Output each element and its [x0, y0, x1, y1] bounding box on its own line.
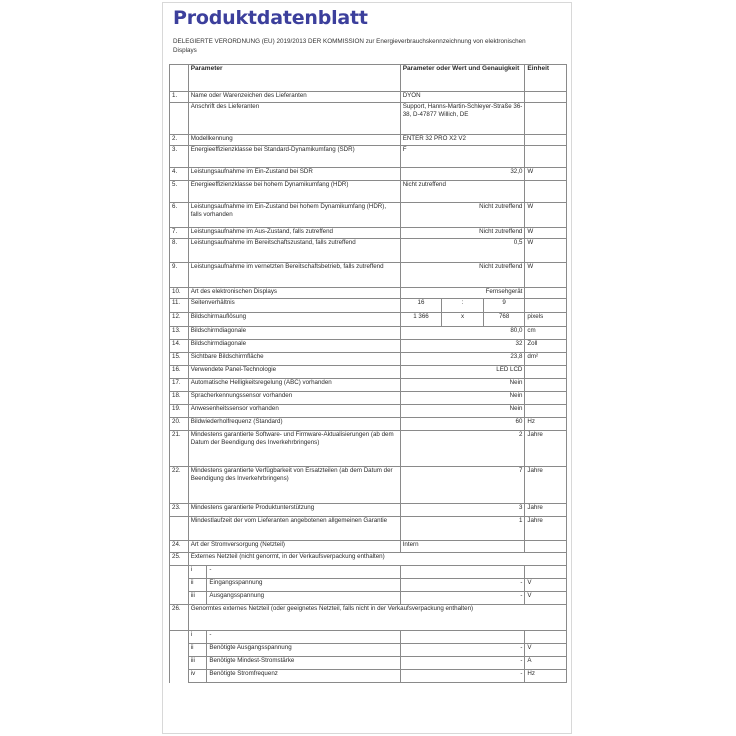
table-row — [170, 263, 567, 288]
table-row — [170, 631, 567, 644]
table-row — [170, 340, 567, 353]
value-cell: 7 — [400, 467, 525, 504]
value-cell: Fernsehgerät — [400, 288, 525, 299]
table-row — [170, 670, 567, 683]
parameter-cell: Seitenverhältnis — [188, 299, 400, 313]
table-row — [170, 553, 567, 566]
parameter-cell: Eingangsspannung — [207, 579, 400, 592]
parameter-cell: Modellkennung — [188, 135, 400, 146]
unit-cell — [525, 566, 567, 579]
table-row — [170, 181, 567, 203]
unit-cell: W — [525, 168, 567, 181]
unit-cell — [525, 92, 567, 103]
value-cell: Nicht zutreffend — [400, 263, 525, 288]
row-number — [170, 579, 189, 592]
table-row — [170, 288, 567, 299]
table-row — [170, 467, 567, 504]
value-cell: 768 — [483, 313, 525, 327]
unit-cell: cm — [525, 327, 567, 340]
row-number: 25. — [170, 553, 189, 566]
value-cell: 32,0 — [400, 168, 525, 181]
parameter-cell: Leistungsaufnahme im Aus-Zustand, falls zutreffend — [188, 228, 400, 239]
parameter-cell: Benötigte Mindest-Stromstärke — [207, 657, 400, 670]
unit-cell — [525, 146, 567, 168]
table-row — [170, 504, 567, 517]
value-cell — [400, 566, 525, 579]
row-number — [170, 631, 189, 644]
row-number: 15. — [170, 353, 189, 366]
row-number: 20. — [170, 418, 189, 431]
row-number — [170, 644, 189, 657]
value-cell: 0,5 — [400, 239, 525, 263]
unit-cell: V — [525, 592, 567, 605]
unit-cell: Hz — [525, 418, 567, 431]
table-row — [170, 239, 567, 263]
table-row — [170, 541, 567, 553]
value-cell: Intern — [400, 541, 525, 553]
sub-row-number: iii — [188, 657, 207, 670]
sub-row-number: i — [188, 566, 207, 579]
row-number: 8. — [170, 239, 189, 263]
sub-row-number: iii — [188, 592, 207, 605]
value-separator: x — [442, 313, 484, 327]
unit-cell — [525, 288, 567, 299]
parameter-cell: Benötigte Ausgangsspannung — [207, 644, 400, 657]
table-row — [170, 146, 567, 168]
unit-cell — [525, 103, 567, 135]
sub-row-number: iv — [188, 670, 207, 683]
row-number: 12. — [170, 313, 189, 327]
row-number: 1. — [170, 92, 189, 103]
value-cell: - — [400, 670, 525, 683]
unit-cell: W — [525, 263, 567, 288]
table-row — [170, 657, 567, 670]
value-cell: Nicht zutreffend — [400, 203, 525, 228]
value-cell: LED LCD — [400, 366, 525, 379]
row-number — [170, 592, 189, 605]
unit-cell: W — [525, 239, 567, 263]
row-number: 14. — [170, 340, 189, 353]
row-number — [170, 657, 189, 670]
header-parameter: Parameter — [188, 65, 400, 92]
row-number: 6. — [170, 203, 189, 228]
table-row — [170, 517, 567, 541]
unit-cell: W — [525, 228, 567, 239]
sub-row-number: ii — [188, 644, 207, 657]
unit-cell — [525, 299, 567, 313]
table-row — [170, 566, 567, 579]
row-number — [170, 517, 189, 541]
value-cell: - — [400, 579, 525, 592]
row-number: 17. — [170, 379, 189, 392]
row-number: 2. — [170, 135, 189, 146]
parameter-cell: Spracherkennungssensor vorhanden — [188, 392, 400, 405]
parameter-cell: Bildschirmdiagonale — [188, 327, 400, 340]
parameter-cell: Name oder Warenzeichen des Lieferanten — [188, 92, 400, 103]
table-row — [170, 92, 567, 103]
value-cell: 9 — [483, 299, 525, 313]
unit-cell — [525, 541, 567, 553]
parameter-cell: - — [207, 566, 400, 579]
parameter-cell: Sichtbare Bildschirmfläche — [188, 353, 400, 366]
header-value: Parameter oder Wert und Genauigkeit — [400, 65, 525, 92]
table-row — [170, 392, 567, 405]
value-cell: - — [400, 657, 525, 670]
value-cell: Support, Hanns-Martin-Schleyer-Straße 36-38, D-47877 Willich, DE — [400, 103, 525, 135]
parameter-cell: Automatische Helligkeitsregelung (ABC) vorhanden — [188, 379, 400, 392]
header-unit: Einheit — [525, 65, 567, 92]
value-cell: - — [400, 592, 525, 605]
value-cell: Nicht zutreffend — [400, 181, 525, 203]
table-row — [170, 418, 567, 431]
row-number: 9. — [170, 263, 189, 288]
value-cell: 16 — [400, 299, 442, 313]
unit-cell — [525, 405, 567, 418]
row-number — [170, 670, 189, 683]
value-cell: 80,0 — [400, 327, 525, 340]
row-number: 19. — [170, 405, 189, 418]
unit-cell: Jahre — [525, 467, 567, 504]
parameter-cell: Energieeffizienzklasse bei Standard-Dynamikumfang (SDR) — [188, 146, 400, 168]
value-cell: 60 — [400, 418, 525, 431]
table-row — [170, 135, 567, 146]
section-heading-cell: Externes Netzteil (nicht genormt, in der Verkaufsverpackung enthalten) — [188, 553, 566, 566]
unit-cell — [525, 631, 567, 644]
value-cell: Nicht zutreffend — [400, 228, 525, 239]
parameter-cell: Anschrift des Lieferanten — [188, 103, 400, 135]
value-cell: F — [400, 146, 525, 168]
unit-cell: dm² — [525, 353, 567, 366]
value-separator: : — [442, 299, 484, 313]
row-number: 7. — [170, 228, 189, 239]
value-cell: DYON — [400, 92, 525, 103]
table-row — [170, 644, 567, 657]
table-row — [170, 203, 567, 228]
row-number: 4. — [170, 168, 189, 181]
parameter-cell: Anwesenheitssensor vorhanden — [188, 405, 400, 418]
parameter-cell: Mindestens garantierte Verfügbarkeit von Ersatzteilen (ab dem Datum der Beendigung des Inverkehrbringens) — [188, 467, 400, 504]
value-cell: 1 366 — [400, 313, 442, 327]
parameter-cell: Leistungsaufnahme im Ein-Zustand bei SDR — [188, 168, 400, 181]
table-row — [170, 592, 567, 605]
unit-cell — [525, 366, 567, 379]
unit-cell: V — [525, 644, 567, 657]
table-row — [170, 168, 567, 181]
row-number: 11. — [170, 299, 189, 313]
row-number: 24. — [170, 541, 189, 553]
parameter-cell: Mindestens garantierte Produktunterstützung — [188, 504, 400, 517]
row-number: 18. — [170, 392, 189, 405]
unit-cell — [525, 392, 567, 405]
row-number: 5. — [170, 181, 189, 203]
value-cell: - — [400, 644, 525, 657]
row-number — [170, 566, 189, 579]
unit-cell: Hz — [525, 670, 567, 683]
value-cell: Nein — [400, 405, 525, 418]
row-number: 3. — [170, 146, 189, 168]
table-row — [170, 405, 567, 418]
parameter-cell: Leistungsaufnahme im vernetzten Bereitschaftsbetrieb, falls zutreffend — [188, 263, 400, 288]
value-cell — [400, 631, 525, 644]
header-row — [170, 65, 567, 92]
sub-row-number: ii — [188, 579, 207, 592]
table-row — [170, 228, 567, 239]
value-cell: 1 — [400, 517, 525, 541]
unit-cell: V — [525, 579, 567, 592]
row-number: 21. — [170, 431, 189, 467]
row-number — [170, 103, 189, 135]
parameter-cell: Art des elektronischen Displays — [188, 288, 400, 299]
parameter-cell: Verwendete Panel-Technologie — [188, 366, 400, 379]
table-row — [170, 366, 567, 379]
row-number: 10. — [170, 288, 189, 299]
parameter-cell: - — [207, 631, 400, 644]
sub-row-number: i — [188, 631, 207, 644]
product-datasheet — [162, 2, 572, 734]
table-row — [170, 313, 567, 327]
parameter-cell: Mindestlaufzeit der vom Lieferanten angebotenen allgemeinen Garantie — [188, 517, 400, 541]
datasheet-table — [169, 64, 567, 683]
parameter-cell: Bildschirmauflösung — [188, 313, 400, 327]
page-title: Produktdatenblatt — [173, 7, 368, 29]
value-cell: 3 — [400, 504, 525, 517]
unit-cell: Jahre — [525, 431, 567, 467]
value-cell: Nein — [400, 392, 525, 405]
table-row — [170, 103, 567, 135]
parameter-cell: Benötigte Stromfrequenz — [207, 670, 400, 683]
unit-cell — [525, 379, 567, 392]
table-row — [170, 327, 567, 340]
table-row — [170, 605, 567, 631]
parameter-cell: Energieeffizienzklasse bei hohem Dynamikumfang (HDR) — [188, 181, 400, 203]
row-number: 26. — [170, 605, 189, 631]
table-row — [170, 431, 567, 467]
table-row — [170, 379, 567, 392]
parameter-cell: Leistungsaufnahme im Bereitschaftszustand, falls zutreffend — [188, 239, 400, 263]
unit-cell: Zoll — [525, 340, 567, 353]
unit-cell — [525, 135, 567, 146]
parameter-cell: Ausgangsspannung — [207, 592, 400, 605]
row-number: 22. — [170, 467, 189, 504]
parameter-cell: Mindestens garantierte Software- und Firmware-Aktualisierungen (ab dem Datum der Beendigung des Inverkehrbringens) — [188, 431, 400, 467]
table-row — [170, 579, 567, 592]
parameter-cell: Bildschirmdiagonale — [188, 340, 400, 353]
row-number: 13. — [170, 327, 189, 340]
unit-cell: pixels — [525, 313, 567, 327]
parameter-cell: Art der Stromversorgung (Netzteil) — [188, 541, 400, 553]
row-number: 23. — [170, 504, 189, 517]
parameter-cell: Bildwiederholfrequenz (Standard) — [188, 418, 400, 431]
section-heading-cell: Genormtes externes Netzteil (oder geeignetes Netzteil, falls nicht in der Verkaufsverpackung enthalten) — [188, 605, 566, 631]
parameter-cell: Leistungsaufnahme im Ein-Zustand bei hohem Dynamikumfang (HDR), falls vorhanden — [188, 203, 400, 228]
table-row — [170, 299, 567, 313]
value-cell: 23,8 — [400, 353, 525, 366]
unit-cell: A — [525, 657, 567, 670]
regulation-subtitle: DELEGIERTE VERORDNUNG (EU) 2019/2013 DER KOMMISSION zur Energieverbrauchskennzeichnung von elektronischen Displays — [173, 38, 526, 54]
unit-cell: Jahre — [525, 517, 567, 541]
value-cell: 2 — [400, 431, 525, 467]
value-cell: Nein — [400, 379, 525, 392]
row-number: 16. — [170, 366, 189, 379]
unit-cell: Jahre — [525, 504, 567, 517]
value-cell: ENTER 32 PRO X2 V2 — [400, 135, 525, 146]
table-row — [170, 353, 567, 366]
unit-cell: W — [525, 203, 567, 228]
value-cell: 32 — [400, 340, 525, 353]
unit-cell — [525, 181, 567, 203]
